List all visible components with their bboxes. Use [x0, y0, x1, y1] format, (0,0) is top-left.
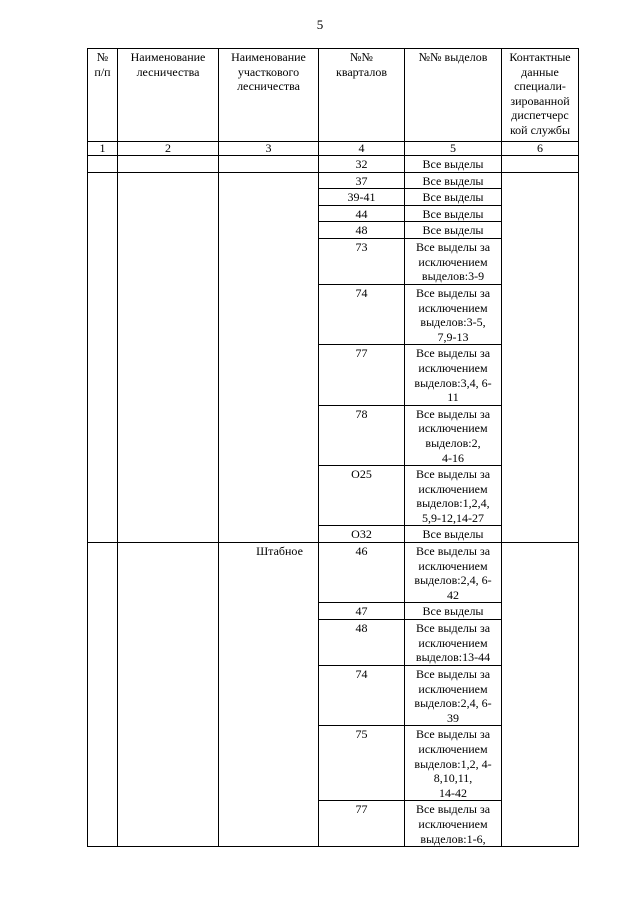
header-cell-contacts: Контактные данные специали- зированной диспетчерс кой службы	[502, 49, 579, 142]
vydel-cell: Все выделы за исключением выделов:13-44	[405, 620, 502, 666]
kvartal-cell: 74	[319, 284, 405, 344]
vydel-cell: Все выделы	[405, 603, 502, 620]
kvartal-cell: 77	[319, 345, 405, 405]
header-cell-forestry: Наименование лесничества	[118, 49, 219, 142]
header-row	[88, 49, 579, 142]
empty-cell	[118, 156, 219, 173]
vydel-cell: Все выделы за исключением выделов:2,4, 6- 39	[405, 666, 502, 726]
column-number: 6	[502, 142, 579, 156]
header-cell-district: Наименование участкового лесничества	[219, 49, 319, 142]
empty-cell	[502, 543, 579, 847]
vydel-cell: Все выделы	[405, 205, 502, 222]
vydel-cell: Все выделы за исключением выделов:3-9	[405, 238, 502, 284]
kvartal-cell: 74	[319, 666, 405, 726]
empty-cell	[88, 543, 118, 847]
column-number: 4	[319, 142, 405, 156]
column-number: 1	[88, 142, 118, 156]
kvartal-cell: 44	[319, 205, 405, 222]
empty-cell	[502, 172, 579, 542]
kvartal-cell: 47	[319, 603, 405, 620]
forestry-table	[87, 48, 579, 847]
kvartal-cell: 77	[319, 801, 405, 847]
vydel-cell: Все выделы	[405, 172, 502, 189]
kvartal-cell: 78	[319, 405, 405, 465]
empty-cell	[118, 172, 219, 542]
empty-cell	[88, 172, 118, 542]
table-row	[88, 156, 579, 173]
kvartal-cell: 75	[319, 726, 405, 801]
kvartal-cell: 39-41	[319, 189, 405, 206]
empty-cell	[502, 156, 579, 173]
kvartal-cell: 32	[319, 156, 405, 173]
vydel-cell: Все выделы	[405, 189, 502, 206]
vydel-cell: Все выделы за исключением выделов:3,4, 6- 11	[405, 345, 502, 405]
kvartal-cell: О25	[319, 466, 405, 526]
table-row	[88, 172, 579, 189]
kvartal-cell: 73	[319, 238, 405, 284]
vydel-cell: Все выделы за исключением выделов:1,2, 4- 8,10,11, 14-42	[405, 726, 502, 801]
kvartal-cell: 37	[319, 172, 405, 189]
kvartal-cell: 48	[319, 222, 405, 239]
vydel-cell: Все выделы	[405, 526, 502, 543]
vydel-cell: Все выделы за исключением выделов:1,2,4, 5,9-12,14-27	[405, 466, 502, 526]
vydel-cell: Все выделы за исключением выделов:2, 4-16	[405, 405, 502, 465]
vydel-cell: Все выделы	[405, 156, 502, 173]
column-number: 3	[219, 142, 319, 156]
kvartal-cell: 46	[319, 543, 405, 603]
vydel-cell: Все выделы за исключением выделов:3-5, 7,9-13	[405, 284, 502, 344]
header-cell-vydel: №№ выделов	[405, 49, 502, 142]
kvartal-cell: О32	[319, 526, 405, 543]
table-row	[88, 543, 579, 603]
empty-cell	[118, 543, 219, 847]
vydel-cell: Все выделы	[405, 222, 502, 239]
header-cell-kvartal: №№ кварталов	[319, 49, 405, 142]
column-number: 2	[118, 142, 219, 156]
page-number: 5	[316, 17, 324, 32]
column-number: 5	[405, 142, 502, 156]
empty-cell	[88, 156, 118, 173]
vydel-cell: Все выделы за исключением выделов:1-6,	[405, 801, 502, 847]
header-cell-number: № п/п	[88, 49, 118, 142]
district-name-cell: Штабное	[219, 543, 319, 847]
empty-cell	[219, 156, 319, 173]
vydel-cell: Все выделы за исключением выделов:2,4, 6- 42	[405, 543, 502, 603]
column-number-row	[88, 142, 579, 156]
kvartal-cell: 48	[319, 620, 405, 666]
empty-cell	[219, 172, 319, 542]
